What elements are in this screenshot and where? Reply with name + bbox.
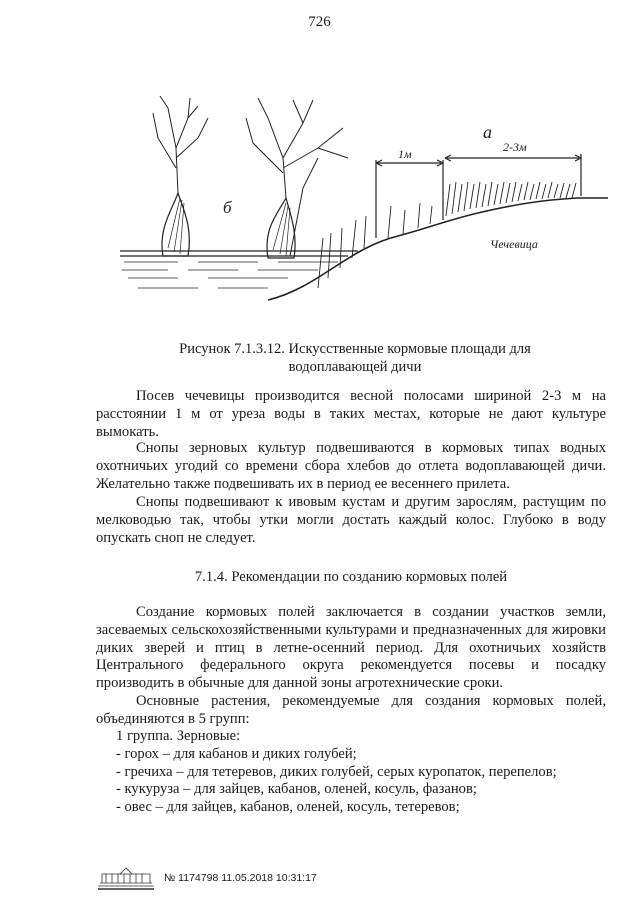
caption-line-1: Рисунок 7.1.3.12. Искусственные кормовые площади для <box>179 341 531 357</box>
list-item: - овес – для зайцев, кабанов, оленей, косуль, тетеревов; <box>116 799 460 816</box>
figure-dimension-2-3m: 2-3м <box>503 140 527 154</box>
paragraph-feeding-fields <box>96 604 606 693</box>
paragraph-plant-groups <box>96 693 606 729</box>
paragraph-sheaves-willow <box>96 494 606 547</box>
building-emblem-icon <box>96 866 156 890</box>
document-footer <box>96 866 516 892</box>
list-item: - кукуруза – для зайцев, кабанов, оленей, косуль, фазанов; <box>116 781 477 798</box>
list-item: - гречиха – для тетеревов, диких голубей, серых куропаток, перепелов; <box>116 763 557 780</box>
paragraph-text: Снопы подвешивают к ивовым кустам и другим зарослям, растущим по мелководью так, чтобы утки могли достать каждый колос. Глубоко в воду опускать сноп не следует. <box>96 494 606 546</box>
figure-feeding-areas <box>118 88 618 333</box>
caption-line-2: водоплавающей дичи <box>288 359 422 375</box>
list-item: - горох – для кабанов и диких голубей; <box>116 745 357 762</box>
page-number: 726 <box>308 14 331 30</box>
paragraph-sheaves-hanging <box>96 440 606 493</box>
figure-label-b: б <box>223 198 232 217</box>
figure-label-lentil: Чечевица <box>490 237 538 251</box>
footer-registration: № 1174798 11.05.2018 10:31:17 <box>164 872 317 884</box>
plant-group-list <box>116 728 616 817</box>
figure-dimension-1m: 1м <box>398 147 412 161</box>
figure-illustration <box>118 88 618 333</box>
paragraph-text: Создание кормовых полей заключается в создании участков земли, засеваемых сельскохозяйственными культурами и предназначенных для жировки диких зверей и птиц в летне-осенний период. Для охотничьих хозяйств Центрального федерального округа рекомендуется посевы и посадку производить в обычные для данной зоны агротехнические сроки. <box>96 604 606 692</box>
paragraph-text: Снопы зерновых культур подвешиваются в кормовых типах водных охотничьих угодий со времени сбора хлебов до отлета водоплавающей дичи. Желательно также подвешивать их в период ее весеннего прилета. <box>96 440 606 492</box>
list-title: 1 группа. Зерновые: <box>116 728 241 744</box>
figure-caption <box>120 340 590 376</box>
section-heading: 7.1.4. Рекомендации по созданию кормовых полей <box>194 569 508 585</box>
paragraph-text: Основные растения, рекомендуемые для создания кормовых полей, объединяются в 5 групп: <box>96 693 606 727</box>
paragraph-lentil-sowing <box>96 388 606 441</box>
paragraph-text: Посев чечевицы производится весной полосами шириной 2-3 м на расстоянии 1 м от уреза воды в таких местах, которые не дают культуре вымокать. <box>96 388 606 440</box>
figure-label-a: а <box>483 122 492 142</box>
